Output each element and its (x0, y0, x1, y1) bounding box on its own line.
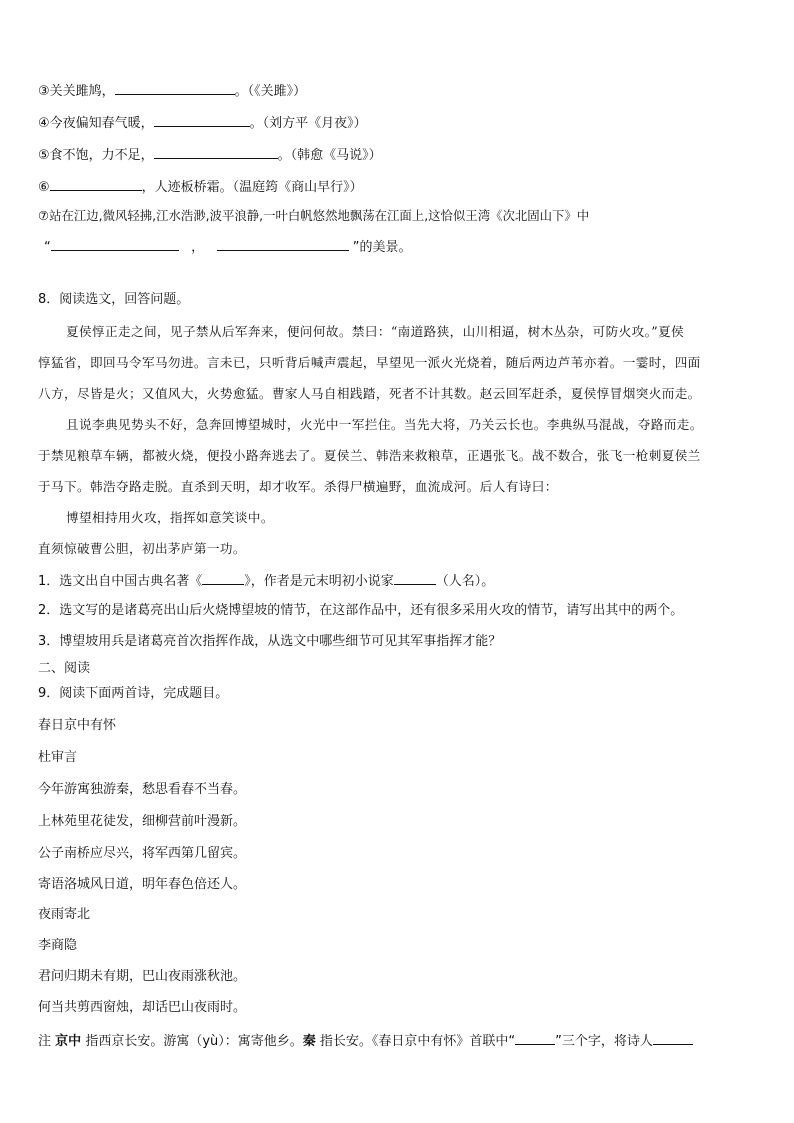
passage-line: 于马下。韩浩夺路走脱。直杀到天明，却才收军。杀得尸横遍野，血流成河。后人有诗曰： (38, 479, 558, 494)
passage-line: 惇猛省，即回马令军马勿进。言未已，只听背后喊声震起，早望见一派火光烧着，随后两边芦苇亦着。一霎时，四面 (38, 355, 701, 370)
answer-blank[interactable] (394, 570, 436, 585)
poem-line: 上林苑里花徒发，细柳营前叶漫新。 (38, 814, 247, 829)
answer-blank[interactable] (51, 236, 179, 251)
passage-line: 博望相持用火攻，指挥如意笑谈中。 (66, 510, 274, 525)
q7-item-6-prefix: ⑥ (38, 180, 50, 195)
q7-item-4 (38, 112, 367, 134)
answer-blank[interactable] (217, 236, 349, 251)
q7-item-4-source: 。（刘方平《月夜》） (249, 116, 367, 131)
q9-note (38, 1030, 693, 1052)
answer-blank[interactable] (154, 112, 250, 127)
poem-line: 何当共剪西窗烛，却话巴山夜雨时。 (38, 1000, 247, 1015)
answer-blank[interactable] (515, 1030, 555, 1045)
q8-sub-1 (38, 570, 494, 592)
poem-2-author: 李商隐 (38, 938, 78, 953)
poem-line: 寄语洛城风日道，明年春色倍还人。 (38, 877, 247, 892)
q8-sub-1-middle: 》，作者是元末明初小说家 (244, 574, 394, 589)
q7-item-7-answer (44, 236, 411, 258)
passage-line: 夏侯惇正走之间，见子禁从后军奔来，便问何故。禁曰：“南道路狭，山川相逼，树木丛杂，可防火攻。”夏侯 (66, 324, 685, 339)
poem-line: 公子南桥应尽兴，将军西第几留宾。 (38, 846, 247, 861)
poem-1-author: 杜审言 (38, 750, 78, 765)
q7-item-7-text: ⑦站在江边,微风轻拂,江水浩渺,波平浪静,一叶白帆悠然地飘荡在江面上,这恰似王湾《次北固山下》中 (38, 208, 590, 223)
q7-item-3-prefix: ③关关雎鸠， (38, 84, 115, 99)
passage-line: 且说李典见势头不好，急奔回博望城时，火光中一军拦住。当先大将，乃关云长也。李典纵马混战，夺路而走。 (66, 417, 703, 432)
answer-blank[interactable] (115, 80, 235, 95)
poem-1-title: 春日京中有怀 (38, 718, 117, 733)
q8-sub-2: 2．选文写的是诸葛亮出山后火烧博望坡的情节，在这部作品中，还有很多采用火攻的情节，请写出其中的两个。 (38, 603, 684, 618)
q8-sub-1-suffix: （人名）。 (435, 574, 495, 589)
answer-blank[interactable] (653, 1030, 693, 1045)
q7-item-4-prefix: ④今夜偏知春气暖， (38, 116, 154, 131)
note-definition: 指西京长安。游寓（yù）：寓寄他乡。 (85, 1034, 303, 1049)
note-label: 注 (38, 1034, 52, 1049)
note-word: 秦 (302, 1034, 316, 1049)
q9-heading: 9．阅读下面两首诗，完成题目。 (38, 686, 229, 701)
q8-sub-1-prefix: 1．选文出自中国古典名著《 (38, 574, 203, 589)
note-word: 京中 (55, 1034, 82, 1049)
poem-line: 君问归期未有期，巴山夜雨涨秋池。 (38, 969, 247, 984)
comma: ， (191, 240, 205, 255)
q8-sub-3: 3．博望坡用兵是诸葛亮首次指挥作战，从选文中哪些细节可见其军事指挥才能？ (38, 634, 502, 649)
section-heading: 二、阅读 (38, 661, 91, 676)
q7-item-5-source: 。（韩愈《马说》） (277, 148, 382, 163)
note-middle: ”三个字，将诗人 (555, 1034, 653, 1049)
answer-blank[interactable] (50, 176, 142, 191)
q7-item-3-source: 。（《关雎》） (234, 84, 307, 99)
q7-item-7-tail: ”的美景。 (352, 240, 412, 255)
passage-line: 直须惊破曹公胆，初出茅庐第一功。 (38, 541, 246, 556)
answer-blank[interactable] (154, 144, 278, 159)
passage-line: 于禁见粮草车辆，都被火烧，便投小路奔逃去了。夏侯兰、韩浩来救粮草，正遇张飞。战不数合，张飞一枪刺夏侯兰 (38, 448, 701, 463)
q7-item-5 (38, 144, 382, 166)
open-quote: “ (44, 240, 51, 255)
poem-2-title: 夜雨寄北 (38, 907, 91, 922)
q8-heading: 8．阅读选文，回答问题。 (38, 292, 190, 307)
answer-blank[interactable] (202, 570, 244, 585)
q7-item-7 (38, 206, 589, 226)
q7-item-3 (38, 80, 306, 102)
note-definition: 指长安。《春日京中有怀》首联中“ (319, 1034, 516, 1049)
poem-line: 今年游寓独游秦，愁思看春不当春。 (38, 782, 247, 797)
q7-item-5-prefix: ⑤食不饱，力不足， (38, 148, 154, 163)
q7-item-6 (38, 176, 363, 198)
passage-line: 八方，尽皆是火；又值风大，火势愈猛。曹家人马自相践踏，死者不计其数。赵云回军赶杀，夏侯惇冒烟突火而走。 (38, 386, 701, 401)
q7-item-6-source: ，人迹板桥霜。（温庭筠《商山早行》） (141, 180, 363, 195)
